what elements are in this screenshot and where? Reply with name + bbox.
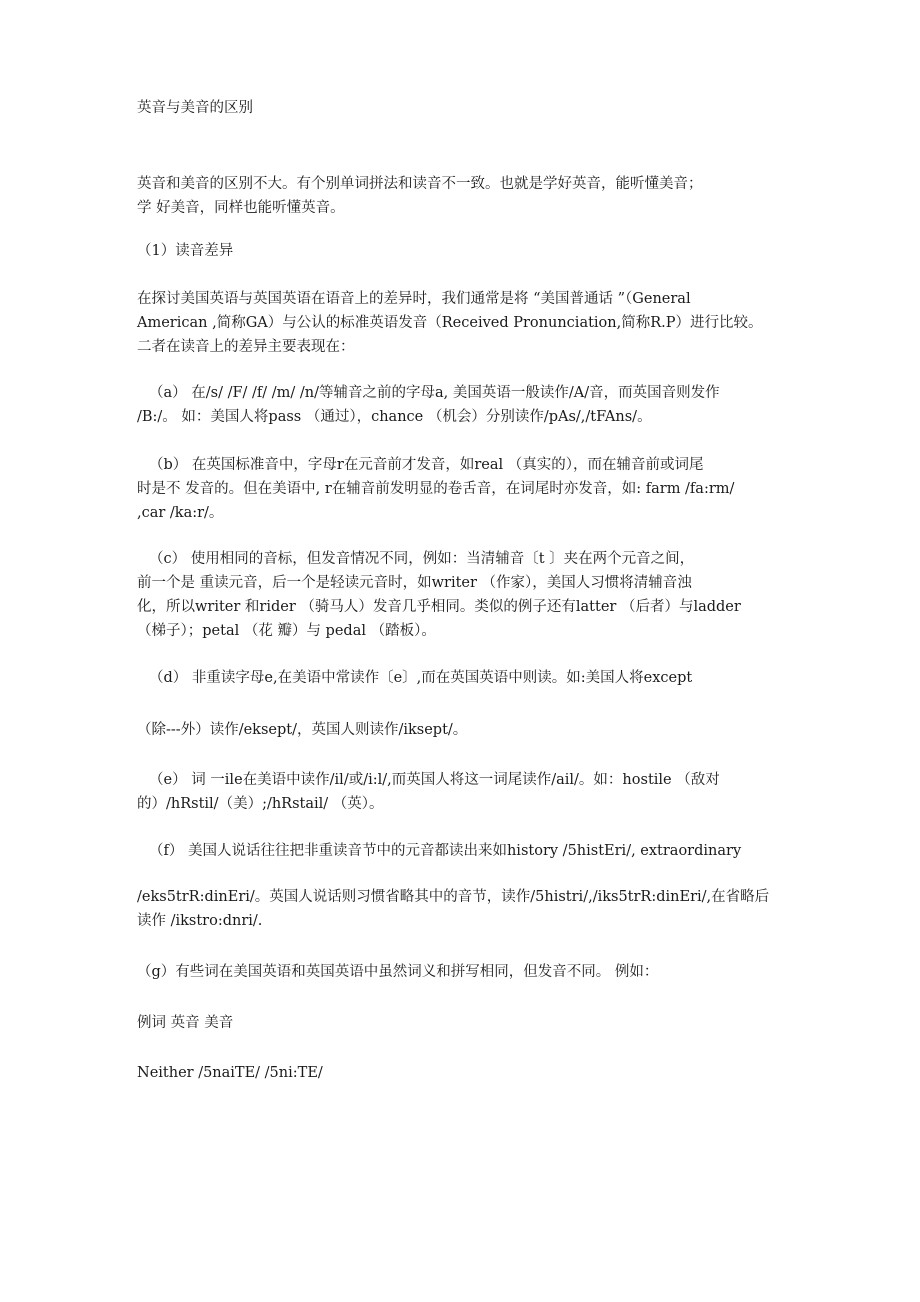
item-g-line: （g）有些词在美国英语和英国英语中虽然词义和拼写相同，但发音不同。 例如：	[137, 964, 659, 980]
item-f-continuation	[137, 885, 777, 933]
intro-paragraph	[137, 172, 777, 220]
item-b-line: 时是不 发音的。但在美语中, r在辅音前发明显的卷舌音，在词尾时亦发音，如: farm /fa:rm/	[137, 481, 735, 497]
item-f-line: （f） 美国人说话往往把非重读音节中的元音都读出来如history /5histEri/, extraordinary	[149, 843, 742, 859]
item-f-cont-line: /eks5trR:dinEri/。英国人说话则习惯省略其中的音节，读作/5histri/,/iks5trR:dinEri/,在省略后	[137, 889, 770, 905]
document-title: 英音与美音的区别	[137, 100, 253, 116]
overview-line: 二者在读音上的差异主要表现在：	[137, 339, 355, 355]
intro-line: 学 好美音，同样也能听懂英音。	[137, 200, 345, 216]
section-heading: （1）读音差异	[137, 243, 234, 259]
overview-line: 在探讨美国英语与英国英语在语音上的差异时，我们通常是将 “美国普通话 ”（General	[137, 291, 691, 307]
item-c-paragraph	[137, 547, 777, 643]
item-b-paragraph	[137, 453, 777, 525]
table-row: Neither /5naiTE/ /5ni:TE/	[137, 1065, 323, 1081]
item-b-line: （b） 在英国标准音中，字母r在元音前才发音，如real （真实的），而在辅音前或词尾	[149, 457, 704, 473]
item-d-continuation	[137, 718, 777, 742]
item-c-line: 前一个是 重读元音，后一个是轻读元音时，如writer （作家），美国人习惯将清辅音浊	[137, 575, 692, 591]
item-d-line: （d） 非重读字母e,在美语中常读作〔e〕,而在英国英语中则读。如:美国人将except	[149, 670, 693, 686]
overview-line: American ,简称GA）与公认的标准英语发音（Received Pronunciation,简称R.P）进行比较。	[137, 315, 763, 331]
table-header: 例词 英音 美音	[137, 1015, 234, 1031]
item-a-line: /B:/。 如：美国人将pass （通过），chance （机会）分别读作/pAs/,/tFAns/。	[137, 409, 652, 425]
item-f-cont-line: 读作 /ikstro:dnri/.	[137, 913, 263, 929]
item-c-line: （梯子）；petal （花 瓣）与 pedal （踏板）。	[137, 623, 436, 639]
item-e-paragraph	[137, 768, 777, 816]
item-e-line: 的）/hRstil/（美）;/hRstail/ （英）。	[137, 796, 384, 812]
item-e-line: （e） 词 一ile在美语中读作/il/或/i:l/,而英国人将这一词尾读作/ail/。如：hostile （敌对	[149, 772, 720, 788]
item-c-line: （c） 使用相同的音标，但发音情况不同，例如：当清辅音〔t 〕夹在两个元音之间，	[149, 551, 695, 567]
item-c-line: 化，所以writer 和rider （骑马人）发音几乎相同。类似的例子还有latter （后者）与ladder	[137, 599, 741, 615]
item-a-paragraph	[137, 381, 777, 429]
item-d-paragraph	[137, 666, 777, 690]
item-g-paragraph	[137, 960, 777, 984]
item-f-paragraph	[137, 839, 777, 863]
item-a-line: （a） 在/s/ /F/ /f/ /m/ /n/等辅音之前的字母a, 美国英语一般读作/A/音，而英国音则发作	[149, 385, 720, 401]
overview-paragraph	[137, 287, 777, 359]
item-b-line: ,car /ka:r/。	[137, 505, 224, 521]
item-d-cont-line: （除---外）读作/eksept/，英国人则读作/iksept/。	[137, 722, 468, 738]
intro-line: 英音和美音的区别不大。有个别单词拼法和读音不一致。也就是学好英音，能听懂美音；	[137, 176, 703, 192]
